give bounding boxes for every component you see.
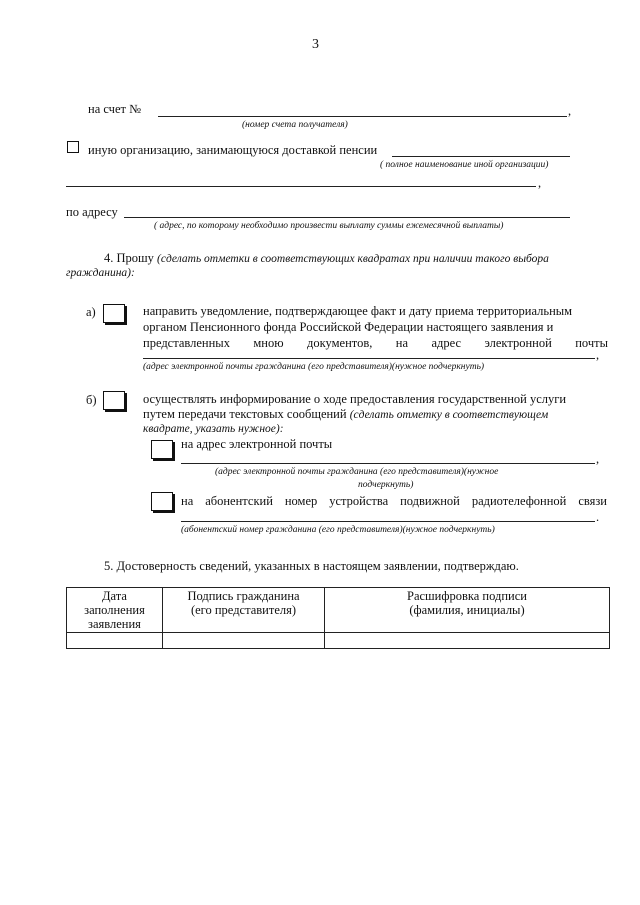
other-org-field-1[interactable] [392,156,570,157]
option-a-word: документов, [307,336,373,350]
option-a-email-field[interactable] [143,358,595,359]
item4-note: (сделать отметки в соответствующих квадратах при наличии такого выбора [157,253,549,265]
option-b-email-note: (адрес электронной почты гражданина (его представителя)(нужное [215,467,499,477]
other-org-comma: , [538,176,542,190]
date-header-line: Дата [102,589,127,603]
other-org-checkbox[interactable] [67,141,79,153]
signature-header-line: Подпись гражданина [187,589,300,603]
option-a-word: адрес [431,336,462,350]
option-a-word: представленных [143,336,230,350]
date-header [67,588,163,633]
option-b-email-label: на адрес электронной почты [181,437,333,451]
date-cell[interactable] [67,633,163,649]
item4-line1 [104,251,610,267]
option-b-line2 [143,407,548,423]
option-b-email-checkbox[interactable] [151,440,173,459]
option-a-word: на [395,336,409,350]
account-label: на счет № [88,102,142,116]
option-b-email-field[interactable] [181,463,595,464]
decryption-header-line: Расшифровка подписи [407,589,527,603]
option-b-line3-note: квадрате, указать нужное): [143,423,284,435]
item5-text: 5. Достоверность сведений, указанных в настоящем заявлении, подтверждаю. [104,559,519,573]
signature-cell[interactable] [163,633,325,649]
option-a-word: мною [253,336,284,350]
item4-note-cont: гражданина): [66,267,135,279]
address-label: по адресу [66,205,118,219]
address-note: ( адрес, по которому необходимо произвести выплату суммы ежемесячной выплаты) [154,221,504,231]
option-b-phone-dot: . [596,510,600,524]
option-a-line2: органом Пенсионного фонда Российской Федерации настоящего заявления и [143,320,554,334]
option-b-phone-checkbox[interactable] [151,492,173,511]
option-b-checkbox[interactable] [103,391,125,410]
option-b-email-note-cont: подчеркнуть) [358,480,414,490]
option-b-line1: осуществлять информирование о ходе предоставления государственной услуги [143,392,567,406]
option-b-phone-label-text: на абонентский номер устройства подвижной радиотелефонной связи [181,494,607,508]
account-comma: , [568,104,572,118]
option-a-marker: а) [86,305,96,319]
option-a-comma: , [596,348,600,362]
address-field[interactable] [124,217,570,218]
other-org-field-2[interactable] [66,186,536,187]
account-number-field[interactable] [158,116,567,117]
option-a-word: почты [575,336,608,350]
decryption-header-line: (фамилия, инициалы) [409,603,525,617]
decryption-header [325,588,610,633]
option-a-word: электронной [484,336,552,350]
option-b-phone-field[interactable] [181,521,595,522]
option-b-line2-note: (сделать отметку в соответствующем [349,409,549,421]
other-org-note: ( полное наименование иной организации) [380,160,549,170]
option-a-line3 [143,336,608,351]
option-b-line2-text: путем передачи текстовых сообщений [143,407,347,421]
option-a-line1: направить уведомление, подтверждающее факт и дату приема территориальным [143,304,573,318]
option-b-marker: б) [86,393,97,407]
decryption-cell[interactable] [325,633,610,649]
other-org-label: иную организацию, занимающуюся доставкой пенсии [88,143,378,157]
signature-header-line: (его представителя) [190,603,297,617]
option-b-phone-label [181,494,607,509]
option-a-note: (адрес электронной почты гражданина (его представителя)(нужное подчеркнуть) [143,362,485,372]
item4-text: 4. Прошу [104,251,154,265]
signature-table [66,587,610,649]
option-a-checkbox[interactable] [103,304,125,323]
signature-header [163,588,325,633]
option-b-email-comma: , [596,452,600,466]
option-b-phone-note: (абонентский номер гражданина (его представителя)(нужное подчеркнуть) [181,525,495,535]
account-note: (номер счета получателя) [242,120,348,130]
page-number: 3 [312,37,319,52]
date-header-line: заявления [88,617,141,631]
date-header-line: заполнения [84,603,145,617]
